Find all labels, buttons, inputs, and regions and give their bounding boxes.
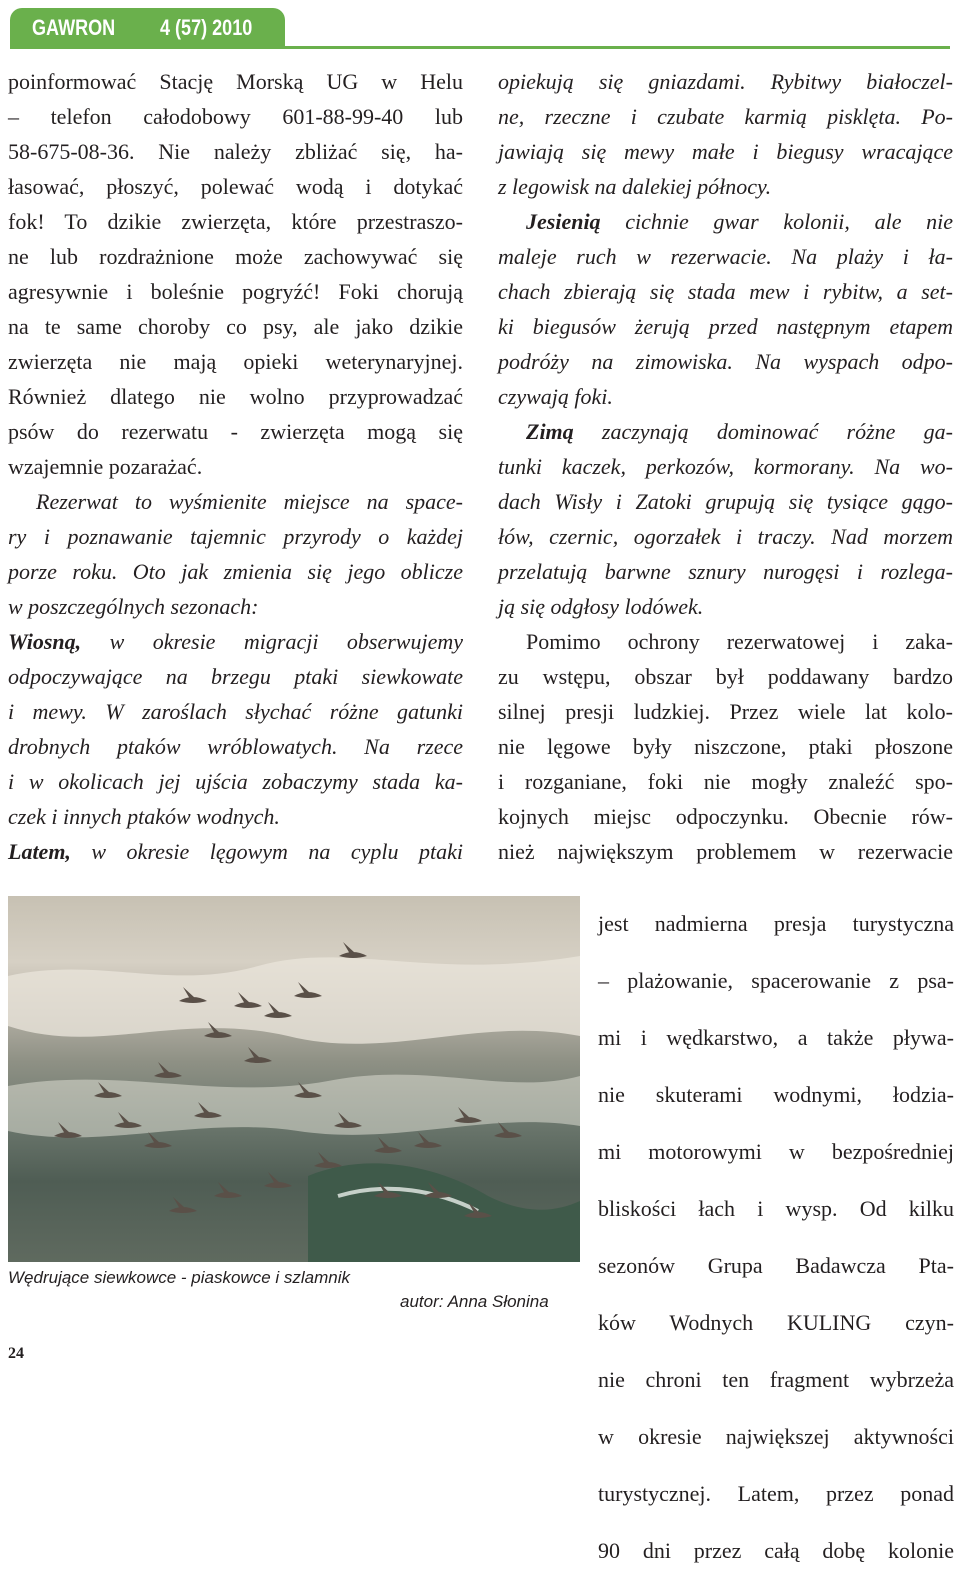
text-line: mi motorowymi w bezpośredniej [598,1139,954,1164]
text-line: czek i innych ptaków wodnych. [8,804,280,829]
text-line: nie chroni ten fragment wybrzeża [598,1367,954,1392]
magazine-title: GAWRON [32,15,116,40]
text-line: i rozganiane, foki nie mogły znaleźć spo- [498,769,953,794]
text-line: chach zbierają się stada mew i rybitw, a set- [498,279,953,304]
text-line: kojnych miejsc odpoczynku. Obecnie rów- [498,804,953,829]
text-line: Również dlatego nie wolno przyprowadzać [8,384,463,409]
bird-shape [264,1172,292,1188]
text-line: agresywnie i boleśnie pogryźć! Foki chorują [8,279,463,304]
paragraph-summer [498,64,953,204]
text-line: i w okolicach jej ujścia zobaczymy stada ka- [8,769,463,794]
bird-shape [339,942,367,958]
text-line: ne lub rozdrażnione może zachowywać się [8,244,463,269]
spring-label: Wiosną, [8,629,82,654]
bird-shape [244,1047,272,1063]
text-line: poinformować Stację Morską UG w Helu [8,69,463,94]
bird-shape [494,1122,522,1138]
text-line: ne, rzeczne i czubate karmią pisklęta. Po- [498,104,953,129]
text-line: dach Wisły i Zatoki grupują się tysiące gągo- [498,489,953,514]
text-line: silnej presji ludzkiej. Przez wiele lat kolo- [498,699,953,724]
winter-label: Zimą [526,419,574,444]
text-line: nież największym problemem w rezerwacie [498,839,953,864]
text-line: porze roku. Oto jak zmienia się jego oblicze [8,559,463,584]
photo-credit: autor: Anna Słonina [400,1292,549,1311]
text-line: z legowisk na dalekiej północy. [498,174,772,199]
text-line: – plażowanie, spacerowanie z psa- [598,968,954,993]
text-line: bliskości łach i wysp. Od kilku [598,1196,954,1221]
text-line: Rezerwat to wyśmienite miejsce na space- [36,489,463,514]
paragraph-seasons-intro [8,484,463,624]
text-line: nie skuterami wodnymi, łodzia- [598,1082,954,1107]
text-line: odpoczywające na brzegu ptaki siewkowate [8,664,463,689]
text-line: turystycznej. Latem, przez ponad [598,1481,954,1506]
bird-shape [144,1132,172,1148]
text-line: sezonów Grupa Badawcza Pta- [598,1253,954,1278]
right-column [498,64,953,869]
text-line: ki biegusów żerują przed następnym etapem [498,314,953,339]
photo-illustration [8,896,580,1262]
autumn-label: Jesienią [526,209,601,234]
paragraph-autumn [498,239,953,414]
summer-first-line: Latem, w okresie lęgowym na cyplu ptaki [8,839,463,864]
spring-first-line: Wiosną, w okresie migracji obserwujemy [8,629,463,654]
text-line: łów, czernic, ogorzałek i traczy. Nad morzem [498,524,953,549]
text-line: czywają foki. [498,384,613,409]
text-line: 58-675-08-36. Nie należy zbliżać się, ha- [8,139,463,164]
paragraph-spring [8,659,463,834]
text-line: mi i wędkarstwo, a także pływa- [598,1025,954,1050]
page-number: 24 [8,1345,24,1362]
bird-shape [374,1137,402,1153]
text-line: ją się odgłosy lodówek. [498,594,704,619]
text-line: jest nadmierna presja turystyczna [598,911,954,936]
text-line: i mewy. W zaroślach słychać różne gatunki [8,699,463,724]
paragraph-protection-wrap [598,884,954,1590]
text-line: łasować, płoszyć, polewać wodą i dotykać [8,174,463,199]
text-line: podróży na zimowiska. Na wyspach odpo- [498,349,953,374]
winter-first-line: Zimą zaczynają dominować różne ga- [526,419,953,444]
text-line: w poszczególnych sezonach: [8,594,259,619]
text-line: opiekują się gniazdami. Rybitwy białoczel- [498,69,953,94]
text-line: w okresie największej aktywności [598,1424,954,1449]
autumn-first-line: Jesienią cichnie gwar kolonii, ale nie [526,209,953,234]
text-line: na te same choroby co psy, ale jako dzikie [8,314,463,339]
paragraph-winter [498,449,953,624]
text-line: psów do rezerwatu - zwierzęta mogą się [8,419,463,444]
text-line: drobnych ptaków wróblowatych. Na rzece [8,734,463,759]
text-line: zwierzęta nie mają opieki weterynaryjnej. [8,349,463,374]
text-line: Pomimo ochrony rezerwatowej i zaka- [526,629,953,654]
text-line: przelatują barwne sznury nurogęsi i rozlega- [498,559,953,584]
bird-shape [169,1197,197,1213]
photo-caption: Wędrujące siewkowce - piaskowce i szlamnik [8,1268,351,1287]
header-tab [10,8,285,48]
bird-shape [214,1182,242,1198]
bird-shape [414,1132,442,1148]
bird-shape [154,1062,182,1078]
text-line: tunki kaczek, perkozów, kormorany. Na wo- [498,454,953,479]
text-line: maleje ruch w rezerwacie. Na plaży i ła- [498,244,953,269]
text-line: jawiają się mewy małe i biegusy wracające [498,139,953,164]
issue-number: 4 (57) 2010 [160,15,253,40]
text-line: – telefon całodobowy 601-88-99-40 lub [8,104,463,129]
text-line: ków Wodnych KULING czyn- [598,1310,954,1335]
left-column [8,64,463,869]
bird-shape [314,1152,342,1168]
text-line: nie lęgowe były niszczone, ptaki płoszone [498,734,953,759]
paragraph-seals-warning [8,64,463,484]
text-line: wzajemnie pozarażać. [8,454,203,479]
text-line: zu wstępu, obszar był poddawany bardzo [498,664,953,689]
text-line: fok! To dzikie zwierzęta, które przestraszo- [8,209,463,234]
photo-shorebirds [8,896,580,1262]
text-line: ry i poznawanie tajemnic przyrody o każdej [8,524,463,549]
text-line: 90 dni przez całą dobę kolonie [598,1538,954,1563]
paragraph-protection [498,624,953,869]
summer-label: Latem, [8,839,71,864]
header-rule [10,46,950,49]
